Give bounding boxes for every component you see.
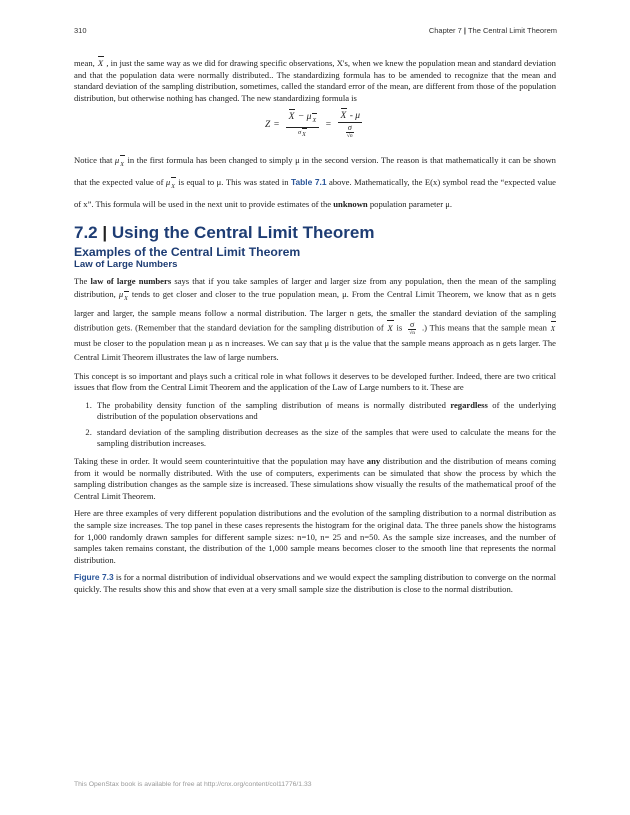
text-span: in the first formula has been changed to simply μ in the second version. The reason is that mathematically it can be shown that the expected value of — [74, 155, 556, 188]
x-bar-symbol: X — [550, 323, 556, 337]
formula-fraction-2 — [338, 110, 363, 140]
formula-mu: μ — [306, 111, 312, 122]
text-span: of the underlying distribution of the population observations and — [97, 399, 557, 422]
x-bar-subscript: X — [123, 293, 129, 307]
x-bar-symbol: X — [386, 322, 393, 336]
formula-sigma: σ — [409, 320, 415, 330]
formula-sigma: σ — [297, 128, 302, 136]
table-7-1-link[interactable]: Table 7.1 — [290, 177, 327, 188]
bold-text: unknown — [333, 198, 368, 209]
page-footer: This OpenStax book is available for free at http://cnx.org/content/col11776/1.33 — [74, 781, 312, 788]
text-span: tends to get closer and closer to the true population mean, μ. From the Central Limit Theorem, we know that as n gets larger and larger, the sample means follow a normal distribution. The larger n gets, the smaller the standard deviation of the sampling distribution gets. (Remember that the standard deviation for the sampling distribution of — [74, 289, 557, 333]
text-span: Notice that — [74, 155, 113, 166]
header-separator: | — [463, 26, 466, 35]
formula-mu: μ — [118, 289, 124, 300]
taking-these-paragraph — [74, 456, 556, 502]
subsection-heading: Examples of the Central Limit Theorem — [74, 244, 301, 259]
text-span: The probability density function of the sampling distribution of means is normally distributed — [97, 399, 446, 410]
formula-equals: = — [273, 119, 280, 130]
mu-x-bar-symbol — [114, 155, 125, 169]
figure-paragraph — [74, 572, 556, 595]
text-span: population parameter μ. — [369, 198, 453, 209]
formula-mu: μ — [114, 155, 120, 166]
formula-mu: μ — [355, 111, 361, 122]
formula-fraction-1 — [286, 111, 319, 140]
bold-text: law of large numbers — [90, 275, 172, 286]
subsubsection-heading: Law of Large Numbers — [74, 258, 178, 270]
standardizing-formula — [74, 110, 556, 146]
formula-sigma: σ — [347, 123, 352, 133]
text-span: Taking these in order. It would seem counterintuitive that the population may have — [74, 456, 365, 467]
x-bar-symbol: X — [97, 58, 104, 68]
text-span: must be closer to the population mean μ as n increases. We can say that μ is the value that the sample means approach as n gets larger. The Central Limit Theorem illustrates the law of large numbers. — [74, 338, 556, 362]
formula-minus: - — [349, 111, 353, 122]
text-span: above. Mathematically, the E(x) symbol read the “expected value of x”. This formula will be used in the next unit to provide estimates of the — [74, 177, 556, 209]
section-title: Using the Central Limit Theorem — [111, 222, 375, 242]
formula-sqrt-n: √n — [346, 133, 353, 140]
running-header — [429, 26, 557, 35]
important-paragraph: This concept is so important and plays such a critical role in what follows it deserves to be developed further. Indeed, there are two critical issues that flow from the Central Limit Theorem and the application of the Law of Large numbers to it. These are — [74, 370, 556, 393]
text-span: mean, — [74, 58, 95, 68]
notice-paragraph — [74, 152, 556, 212]
section-separator: | — [102, 222, 108, 242]
x-bar-subscript: X — [170, 179, 176, 196]
text-span: says that if you take samples of larger and larger size from any population, then the mean of the sampling distribution, — [74, 275, 557, 300]
sigma-over-root-n — [346, 123, 354, 140]
text-span: distribution and the distribution of means coming from it would be normally distributed. With the use of computers, experiments can be simulated that show the process by which the sampling distribution changes as the sample size is increased. These simulations show visually the results of the mathematical proof of the Central Limit Theorem. — [74, 456, 556, 501]
text-span: , in just the same way as we did for drawing specific observations, X's, when we knew the population mean and standard deviation and that the population data were normally distributed.. The standardizing formula has to be amended to recognize that the mean and standard deviation of the sampling distribution, sometimes, called the standard error of the mean, are different from those of the population distribution, but otherwise nothing has changed. The new standardizing formula is — [74, 58, 556, 103]
mu-x-bar-symbol — [165, 177, 176, 190]
text-span: is equal to μ. This was stated in — [178, 177, 289, 188]
list-item — [94, 427, 556, 450]
page-content — [74, 58, 556, 602]
figure-7-3-link[interactable]: Figure 7.3 — [74, 572, 114, 583]
bold-text: regardless — [450, 399, 488, 410]
x-bar-subscript: X — [311, 115, 317, 127]
x-bar-subscript: X — [302, 131, 306, 138]
text-span: is — [396, 322, 403, 333]
sigma-over-root-n — [408, 320, 416, 337]
text-span: standard deviation of the sampling distribution decreases as the size of the samples that were used to calculate the means for the sampling distribution increases. — [97, 426, 556, 449]
section-number: 7.2 — [74, 222, 98, 242]
page-number: 310 — [74, 26, 87, 35]
critical-issues-list — [74, 400, 556, 450]
x-bar-symbol: X — [340, 111, 347, 122]
formula-minus: − — [297, 111, 305, 122]
x-bar-subscript: X — [119, 157, 125, 174]
text-span: is for a normal distribution of individual observations and we would expect the sampling distribution to converge on the normal quickly. The results show this and show that even at a very small sample size the distribution is close to the normal distribution. — [74, 572, 557, 594]
examples-paragraph: Here are three examples of very different population distributions and the evolution of the sampling distribution to a normal distribution as the sample size increases. The top panel in these cases represents the histogram for the original data. The three panels show the histograms for 1,000 randomly drawn samples for different sample sizes: n=10, n= 25 and n=50. As the sample size increases, and the number of samples taken remains constant, the distribution of the 1,000 sample means becomes closer to the smooth line that represents the normal distribution. — [74, 508, 556, 565]
intro-paragraph — [74, 58, 556, 104]
text-span: .) This means that the sample mean — [422, 322, 547, 333]
chapter-label: Chapter 7 — [428, 26, 462, 35]
chapter-title: The Central Limit Theorem — [467, 26, 557, 35]
formula-mu: μ — [165, 177, 171, 188]
formula-sqrt-n: √n — [409, 330, 415, 337]
text-span: The — [74, 275, 88, 286]
x-bar-symbol: X — [288, 111, 295, 122]
list-item — [94, 400, 556, 423]
formula-z: Z — [264, 119, 271, 130]
bold-text: any — [366, 456, 381, 467]
section-heading — [74, 223, 556, 243]
mu-x-bar-symbol — [118, 289, 129, 303]
formula-equals: = — [325, 119, 332, 130]
law-of-large-numbers-paragraph — [74, 275, 556, 365]
